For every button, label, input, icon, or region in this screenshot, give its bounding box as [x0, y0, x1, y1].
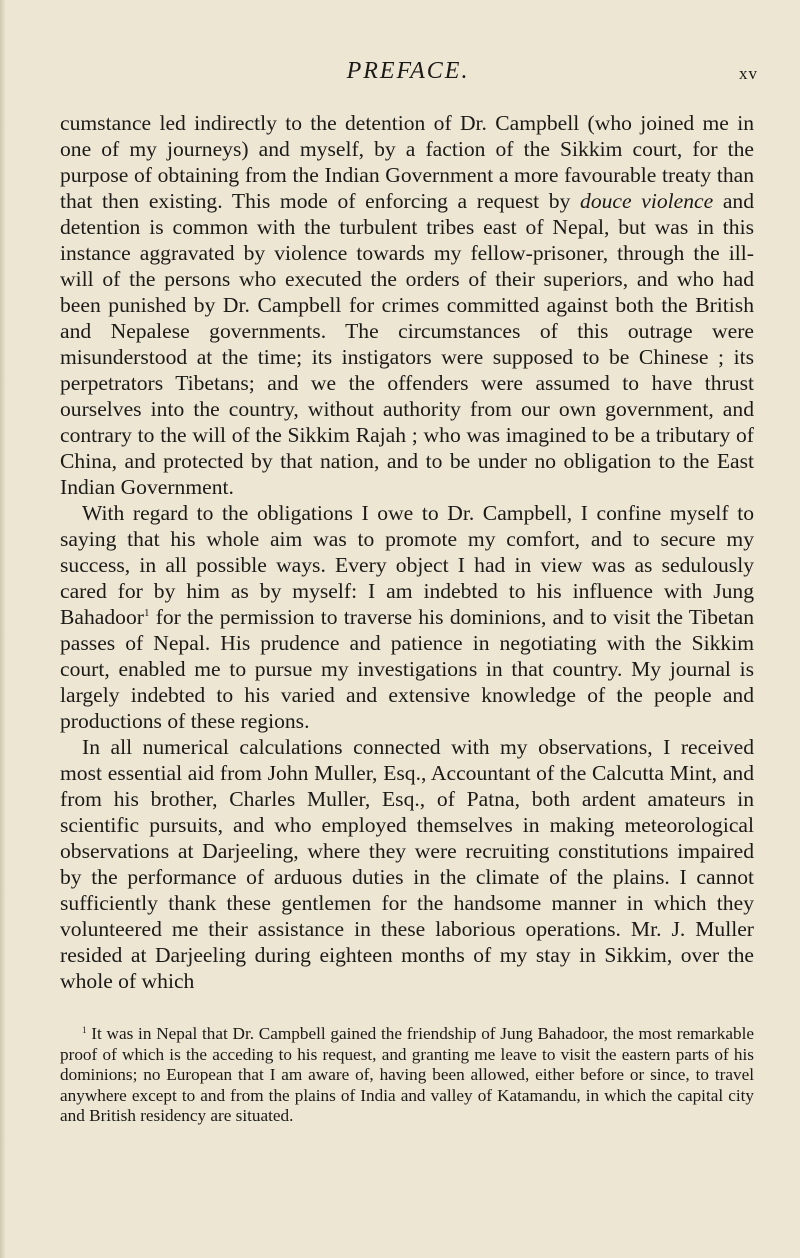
paragraph-campbell	[60, 500, 754, 734]
body-text	[60, 110, 754, 994]
footnote	[60, 1024, 754, 1127]
page-gutter-shadow	[0, 0, 6, 1258]
page-header	[58, 58, 758, 88]
paragraph-muller	[60, 734, 754, 994]
footnote-reference: 1	[143, 607, 150, 619]
paragraph-detention	[60, 110, 754, 500]
paragraph-text: and detention is common with the turbulent tribes east of Nepal, but was in this instance aggravated by violence towards my fellow-prisoner, through the ill-will of the persons who executed the orders of their superiors, and who had been punished by Dr. Campbell for crimes committed against both the British and Nepalese governments. The circumstances of this outrage were misunderstood at the time; its instigators were supposed to be Chinese ; its perpetrators Tibetans; and we the offenders were assumed to have thrust ourselves into the country, without authority from our own government, and contrary to the will of the Sikkim Rajah ; who was imagined to be a tributary of China, and protected by that nation, and to be under no obligation to the East Indian Government.	[60, 189, 754, 499]
paragraph-text: for the permission to traverse his dominions, and to visit the Tibetan passes of Nepal. His prudence and patience in negotiating with the Sikkim court, enabled me to pursue my investigations in that country. My journal is largely indebted to his varied and extensive knowledge of the people and productions of these regions.	[60, 605, 754, 733]
footnote-marker: 1	[82, 1025, 87, 1035]
emphasis-douce-violence: douce violence	[580, 189, 714, 213]
page-number: xv	[739, 64, 758, 83]
footnote-text: It was in Nepal that Dr. Campbell gained the friendship of Jung Bahadoor, the most remarkable proof of which is the acceding to his request, and granting me leave to visit the eastern parts of his dominions; no European that I am aware of, having been allowed, either before or since, to travel anywhere except to and from the plains of India and valley of Katamandu, in which the capital city and British residency are situated.	[60, 1024, 755, 1125]
paragraph-text: With regard to the obligations I owe to Dr. Campbell, I confine myself to saying that his whole aim was to promote my comfort, and to secure my success, in all possible ways. Every object I had in view was as sedulously cared for by him as by myself: I am indebted to his influence with Jung Bahadoor	[60, 501, 754, 629]
paragraph-text: In all numerical calculations connected with my observations, I received most essential aid from John Muller, Esq., Accountant of the Calcutta Mint, and from his brother, Charles Muller, Esq., of Patna, both ardent amateurs in scientific pursuits, and who employed themselves in making meteorological observations at Darjeeling, where they were recruiting constitutions impaired by the performance of arduous duties in the climate of the plains. I cannot sufficiently thank these gentlemen for the handsome manner in which they volunteered me their assistance in these laborious operations. Mr. J. Muller resided at Darjeeling during eighteen months of my stay in Sikkim, over the whole of which	[60, 735, 754, 993]
paragraph-text: cumstance led indirectly to the detention of Dr. Campbell (who joined me in one of my journeys) and myself, by a faction of the Sikkim court, for the purpose of obtaining from the Indian Government a more favourable treaty than that then existing. This mode of enforcing a request by	[60, 111, 754, 213]
running-title: PREFACE.	[346, 58, 470, 84]
